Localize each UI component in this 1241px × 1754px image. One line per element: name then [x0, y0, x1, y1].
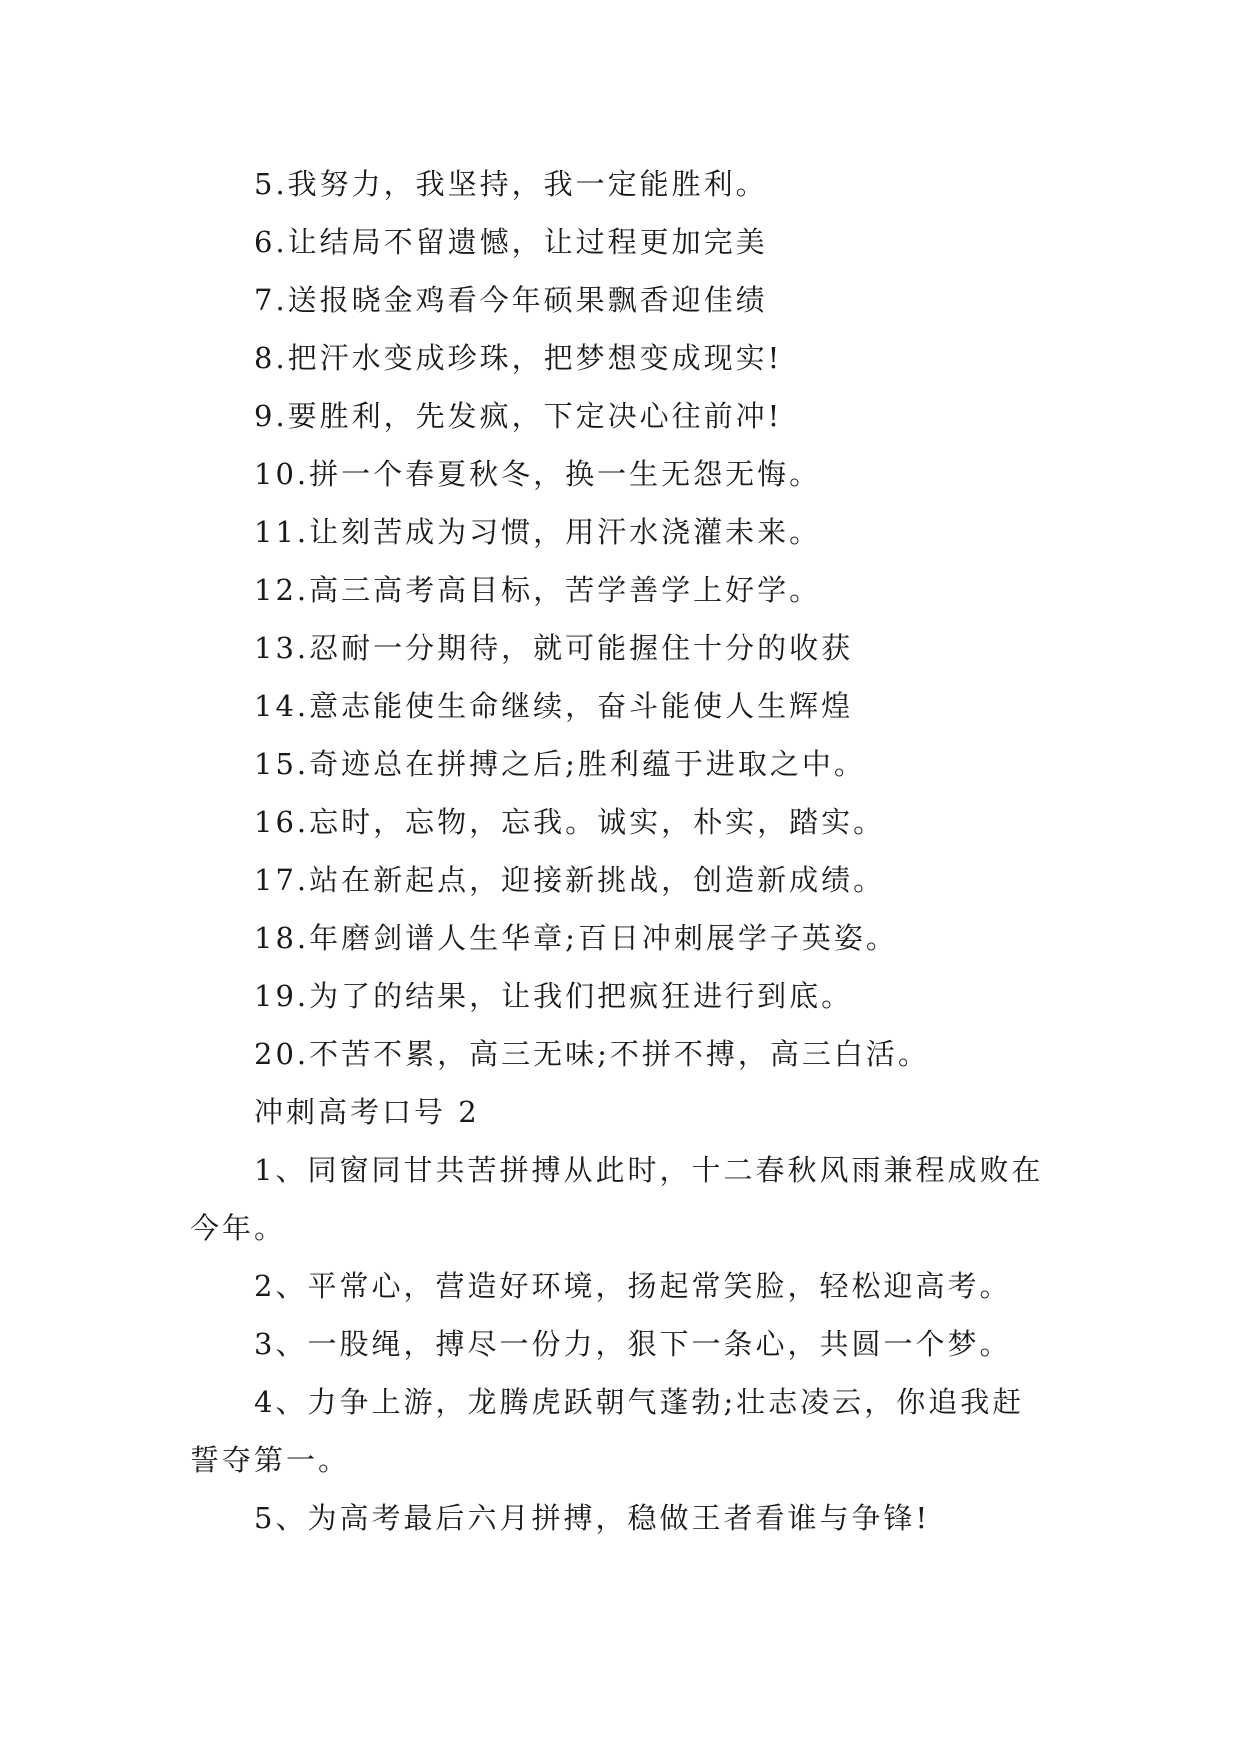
list-item: 17.站在新起点，迎接新挑战，创造新成绩。	[254, 863, 886, 897]
list-item: 12.高三高考高目标，苦学善学上好学。	[254, 573, 822, 607]
list-item: 4、力争上游，龙腾虎跃朝气蓬勃;壮志凌云，你追我赶誓夺第一。	[190, 1385, 1025, 1477]
list-item: 20.不苦不累，高三无味;不拼不搏，高三白活。	[254, 1037, 930, 1071]
document-body	[190, 155, 1050, 1547]
list-item: 7.送报晓金鸡看今年硕果飘香迎佳绩	[254, 283, 768, 317]
list-item: 16.忘时，忘物，忘我。诚实，朴实，踏实。	[254, 805, 886, 839]
list-item: 9.要胜利，先发疯，下定决心往前冲!	[254, 399, 783, 433]
list-item: 13.忍耐一分期待，就可能握住十分的收获	[254, 631, 854, 665]
list-item: 6.让结局不留遗憾，让过程更加完美	[254, 225, 768, 259]
list-item: 19.为了的结果，让我们把疯狂进行到底。	[254, 979, 854, 1013]
list-item: 14.意志能使生命继续，奋斗能使人生辉煌	[254, 689, 854, 723]
list-item: 5、为高考最后六月拼搏，稳做王者看谁与争锋!	[254, 1501, 931, 1535]
list-item: 11.让刻苦成为习惯，用汗水浇灌未来。	[254, 515, 822, 549]
list-item: 15.奇迹总在拼搏之后;胜利蕴于进取之中。	[254, 747, 866, 781]
list-item: 3、一股绳，搏尽一份力，狠下一条心，共圆一个梦。	[254, 1327, 1012, 1361]
list-item: 2、平常心，营造好环境，扬起常笑脸，轻松迎高考。	[254, 1269, 1012, 1303]
section-title: 冲刺高考口号 2	[254, 1095, 480, 1129]
list-item: 10.拼一个春夏秋冬，换一生无怨无悔。	[254, 457, 822, 491]
list-item: 18.年磨剑谱人生华章;百日冲刺展学子英姿。	[254, 921, 898, 955]
list-item: 5.我努力，我坚持，我一定能胜利。	[254, 167, 768, 201]
list-item: 1、同窗同甘共苦拼搏从此时，十二春秋风雨兼程成败在今年。	[190, 1153, 1044, 1245]
list-item: 8.把汗水变成珍珠，把梦想变成现实!	[254, 341, 783, 375]
